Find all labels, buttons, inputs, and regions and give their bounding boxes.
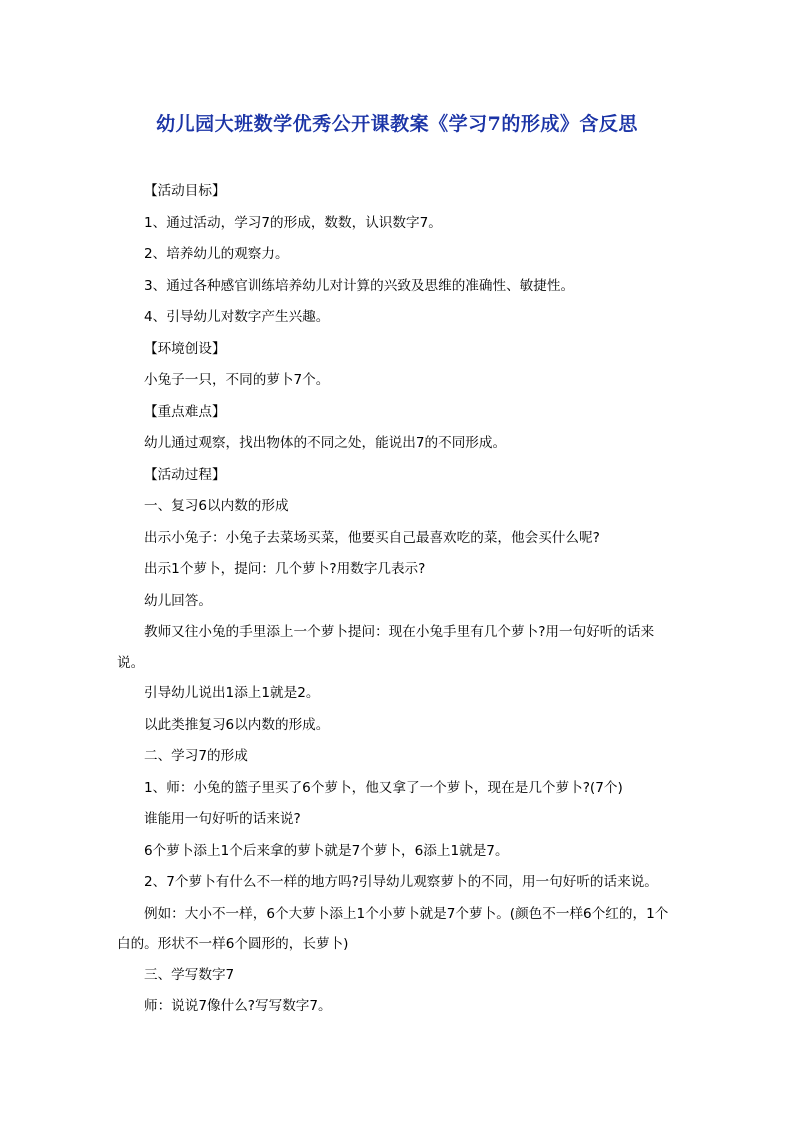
section-heading-environment: 【环境创设】 — [144, 340, 226, 357]
document-title: 幼儿园大班数学优秀公开课教案《学习7的形成》含反思 — [156, 113, 638, 135]
paragraph-who-can-say: 谁能用一句好听的话来说? — [144, 811, 301, 827]
paragraph-differences-question: 2、7个萝卜有什么不一样的地方吗?引导幼儿观察萝卜的不同，用一句好听的话来说。 — [144, 874, 658, 890]
paragraph-goal-2: 2、培养幼儿的观察力。 — [144, 246, 289, 262]
paragraph-six-plus-one: 6个萝卜添上1个后来拿的萝卜就是7个萝卜，6添上1就是7。 — [144, 842, 509, 859]
paragraph-one-plus-one: 引导幼儿说出1添上1就是2。 — [144, 685, 320, 701]
paragraph-basket-question: 1、师：小兔的篮子里买了6个萝卜，他又拿了一个萝卜，现在是几个萝卜?(7个) — [144, 779, 623, 796]
paragraph-key-points: 幼儿通过观察，找出物体的不同之处，能说出7的不同形成。 — [144, 435, 507, 451]
paragraph-children-answer: 幼儿回答。 — [144, 592, 212, 609]
section-heading-key-points: 【重点难点】 — [144, 403, 226, 420]
document-body — [117, 176, 677, 1023]
paragraph-step-3-heading: 三、学写数字7 — [144, 966, 235, 983]
paragraph-goal-3: 3、通过各种感官训练培养幼儿对计算的兴致及思维的准确性、敏捷性。 — [144, 277, 575, 294]
paragraph-example: 例如：大小不一样，6个大萝卜添上1个小萝卜就是7个萝卜。(颜色不一样6个红的，1个白的。形状不一样6个圆形的，长萝卜) — [117, 905, 669, 952]
paragraph-review-six: 以此类推复习6以内数的形成。 — [144, 716, 330, 733]
section-heading-activity-goals: 【活动目标】 — [144, 183, 226, 199]
section-heading-process: 【活动过程】 — [144, 466, 226, 483]
paragraph-write-seven: 师：说说7像什么?写写数字7。 — [144, 998, 332, 1014]
paragraph-environment: 小兔子一只，不同的萝卜7个。 — [144, 372, 330, 388]
paragraph-teacher-adds-carrot: 教师又往小兔的手里添上一个萝卜提问：现在小兔手里有几个萝卜?用一句好听的话来说。 — [117, 624, 655, 671]
paragraph-step-1-heading: 一、复习6以内数的形成 — [144, 498, 289, 514]
paragraph-show-carrot: 出示1个萝卜，提问：几个萝卜?用数字几表示? — [144, 561, 426, 577]
paragraph-goal-4: 4、引导幼儿对数字产生兴趣。 — [144, 309, 330, 325]
paragraph-show-rabbit: 出示小兔子：小兔子去菜场买菜，他要买自己最喜欢吃的菜，他会买什么呢? — [144, 529, 600, 546]
paragraph-goal-1: 1、通过活动，学习7的形成，数数，认识数字7。 — [144, 214, 442, 231]
paragraph-step-2-heading: 二、学习7的形成 — [144, 748, 248, 764]
